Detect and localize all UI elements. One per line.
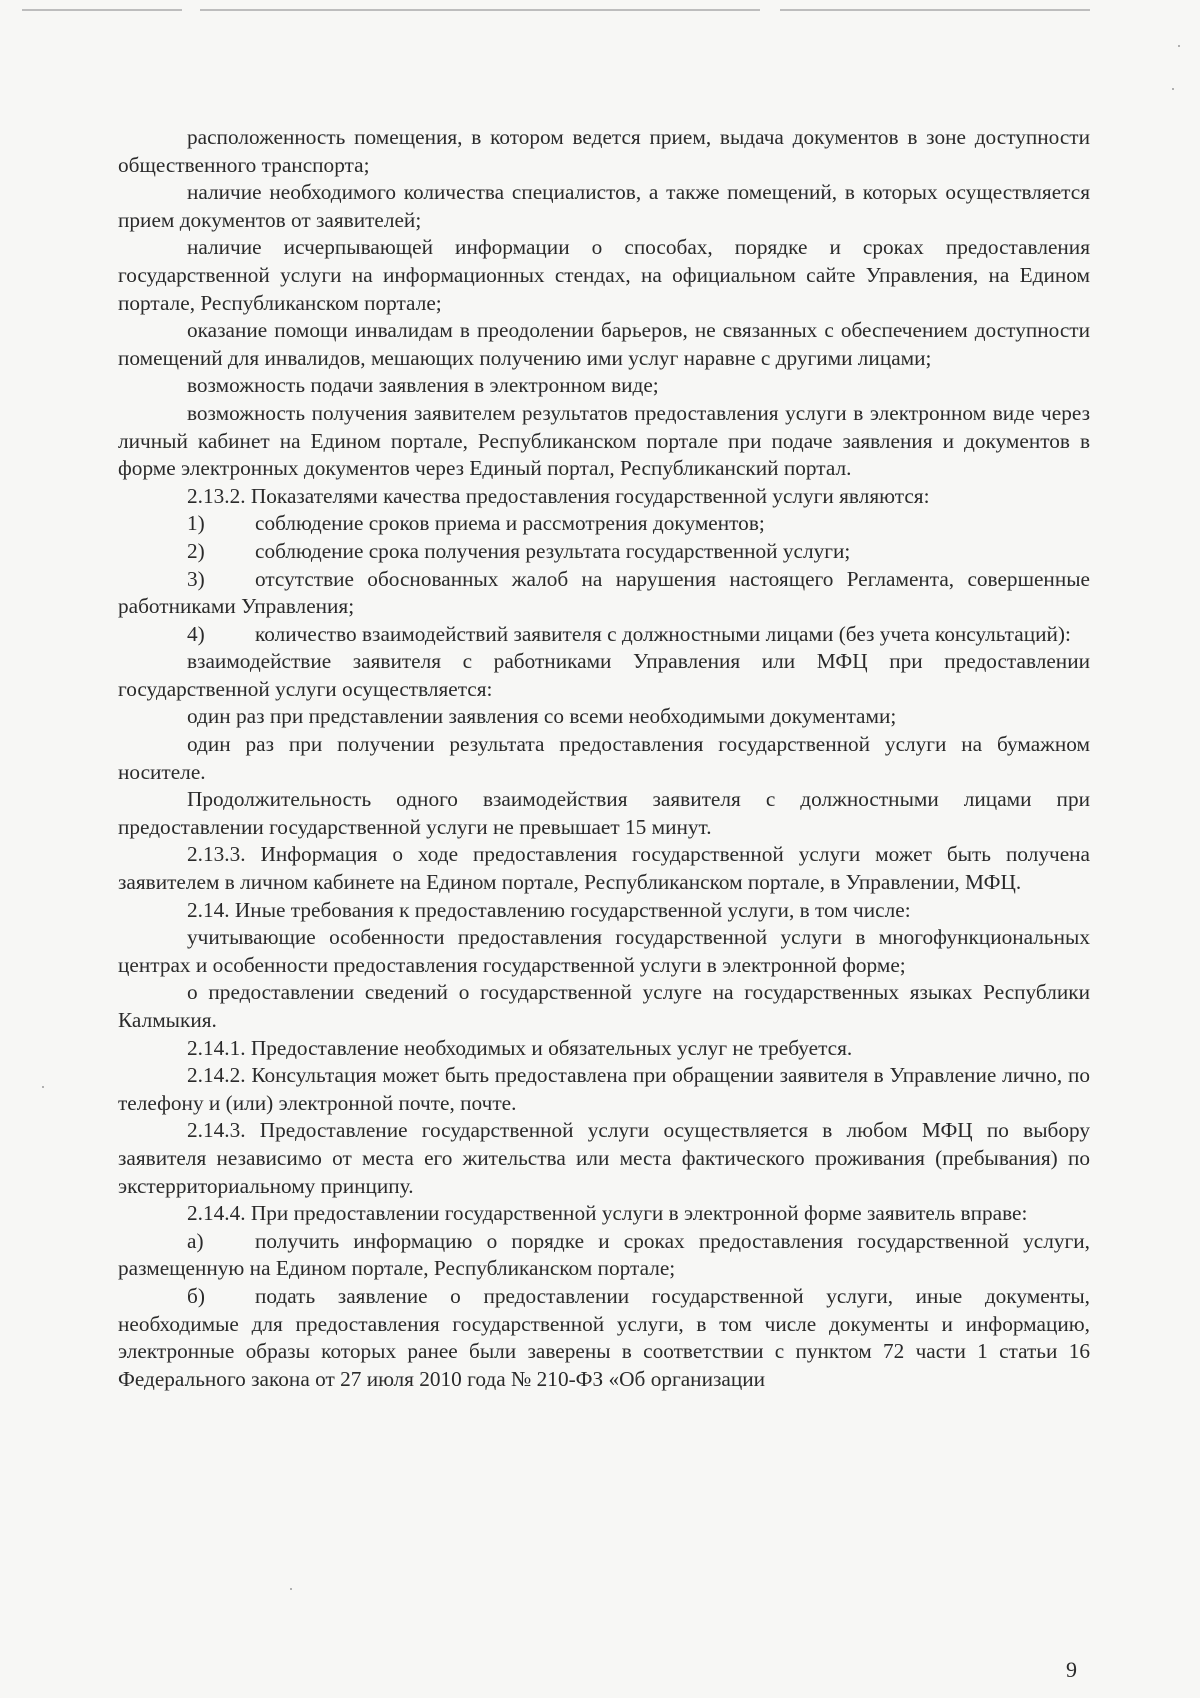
paragraph [118, 372, 1090, 400]
paragraph-text: 2.13.3. Информация о ходе предоставления государственной услуги может быть получена заявителем в личном кабинете на Едином портале, Республиканском портале, в Управлении, МФЦ. [118, 842, 1090, 895]
list-item [118, 566, 1090, 621]
paragraph [118, 897, 1090, 925]
list-marker: 2) [187, 538, 205, 563]
scan-speck [1172, 88, 1174, 90]
scan-speck [42, 1086, 44, 1088]
list-item [118, 538, 1090, 566]
paragraph-text: 2.14.3. Предоставление государственной услуги осуществляется в любом МФЦ по выбору заявителя независимо от места его жительства или места фактического проживания (пребывания) по экстерриториальному принципу. [118, 1118, 1090, 1198]
paragraph [118, 1200, 1090, 1228]
paragraph-text: 2.14.1. Предоставление необходимых и обязательных услуг не требуется. [187, 1035, 853, 1060]
list-item [118, 1228, 1090, 1283]
paragraph-text: 2.14.4. При предоставлении государственной услуги в электронной форме заявитель вправе: [187, 1201, 1028, 1226]
paragraph-text: соблюдение сроков приема и рассмотрения документов; [255, 511, 765, 536]
list-marker: 3) [187, 566, 205, 591]
paragraph-text: соблюдение срока получения результата государственной услуги; [255, 538, 851, 563]
paragraph-text: расположенность помещения, в котором ведется прием, выдача документов в зоне доступности общественного транспорта; [118, 125, 1090, 177]
page-number: 9 [1066, 1657, 1077, 1682]
scan-edge-artifact [0, 0, 1200, 18]
paragraph-text: количество взаимодействий заявителя с должностными лицами (без учета консультаций): [255, 621, 1071, 646]
paragraph-text: наличие необходимого количества специалистов, а также помещений, в которых осуществляется прием документов от заявителей; [118, 180, 1090, 232]
paragraph-text: возможность получения заявителем результатов предоставления услуги в электронном виде через личный кабинет на Едином портале, Республиканском портале при подаче заявления и документов в форме электронных документов через Единый портал, Республиканский портал. [118, 400, 1090, 481]
paragraph-text: получить информацию о порядке и сроках предоставления государственной услуги, размещенную на Едином портале, Республиканском портале; [118, 1228, 1090, 1281]
paragraph [118, 1035, 1090, 1063]
paragraph-text: подать заявление о предоставлении государственной услуги, иные документы, необходимые для предоставления государственной услуги, в том числе документы и информацию, электронные образы которых ранее были заверены в соответствии с пунктом 72 части 1 статьи 16 Федерального закона от 27 июля 2010 года № 210-ФЗ «Об организации [118, 1283, 1090, 1391]
paragraph-text: один раз при получении результата предоставления государственной услуги на бумажном носителе. [118, 732, 1090, 784]
document-body [118, 124, 1090, 1393]
scan-speck [290, 1588, 292, 1590]
paragraph-text: 2.14.2. Консультация может быть предоставлена при обращении заявителя в Управление лично, по телефону и (или) электронной почте, почте. [118, 1063, 1090, 1115]
paragraph [118, 1062, 1090, 1117]
paragraph [118, 731, 1090, 786]
list-item [118, 621, 1090, 649]
list-marker: б) [187, 1283, 205, 1308]
paragraph [118, 979, 1090, 1034]
paragraph-text: 2.13.2. Показателями качества предоставления государственной услуги являются: [187, 483, 930, 508]
paragraph-text: о предоставлении сведений о государственной услуге на государственных языках Республики Калмыкия. [118, 980, 1090, 1032]
list-item [118, 1283, 1090, 1393]
paragraph-text: оказание помощи инвалидам в преодолении барьеров, не связанных с обеспечением доступности помещений для инвалидов, мешающих получению ими услуг наравне с другими лицами; [118, 318, 1090, 370]
paragraph-text: один раз при представлении заявления со всеми необходимыми документами; [187, 704, 897, 729]
paragraph-text: возможность подачи заявления в электронном виде; [187, 373, 659, 398]
paragraph-text: учитывающие особенности предоставления государственной услуги в многофункциональных центрах и особенности предоставления государственной услуги в электронной форме; [118, 925, 1090, 977]
paragraph [118, 483, 1090, 511]
paragraph-text: наличие исчерпывающей информации о способах, порядке и сроках предоставления государственной услуги на информационных стендах, на официальном сайте Управления, на Едином портале, Республиканском портале; [118, 235, 1090, 315]
paragraph [118, 841, 1090, 896]
paragraph-text: отсутствие обоснованных жалоб на нарушения настоящего Регламента, совершенные работниками Управления; [118, 566, 1090, 619]
paragraph [118, 400, 1090, 483]
paragraph [118, 703, 1090, 731]
list-marker: а) [187, 1228, 204, 1253]
list-marker: 4) [187, 621, 205, 646]
paragraph-text: Продолжительность одного взаимодействия заявителя с должностными лицами при предоставлении государственной услуги не превышает 15 минут. [118, 787, 1090, 839]
paragraph [118, 179, 1090, 234]
paragraph [118, 1117, 1090, 1200]
scan-speck [1178, 45, 1180, 47]
list-marker: 1) [187, 511, 205, 536]
list-item [118, 510, 1090, 538]
paragraph [118, 317, 1090, 372]
paragraph-text: взаимодействие заявителя с работниками Управления или МФЦ при предоставлении государственной услуги осуществляется: [118, 649, 1090, 701]
paragraph [118, 234, 1090, 317]
paragraph [118, 648, 1090, 703]
paragraph [118, 924, 1090, 979]
paragraph [118, 124, 1090, 179]
paragraph [118, 786, 1090, 841]
paragraph-text: 2.14. Иные требования к предоставлению государственной услуги, в том числе: [187, 897, 911, 922]
